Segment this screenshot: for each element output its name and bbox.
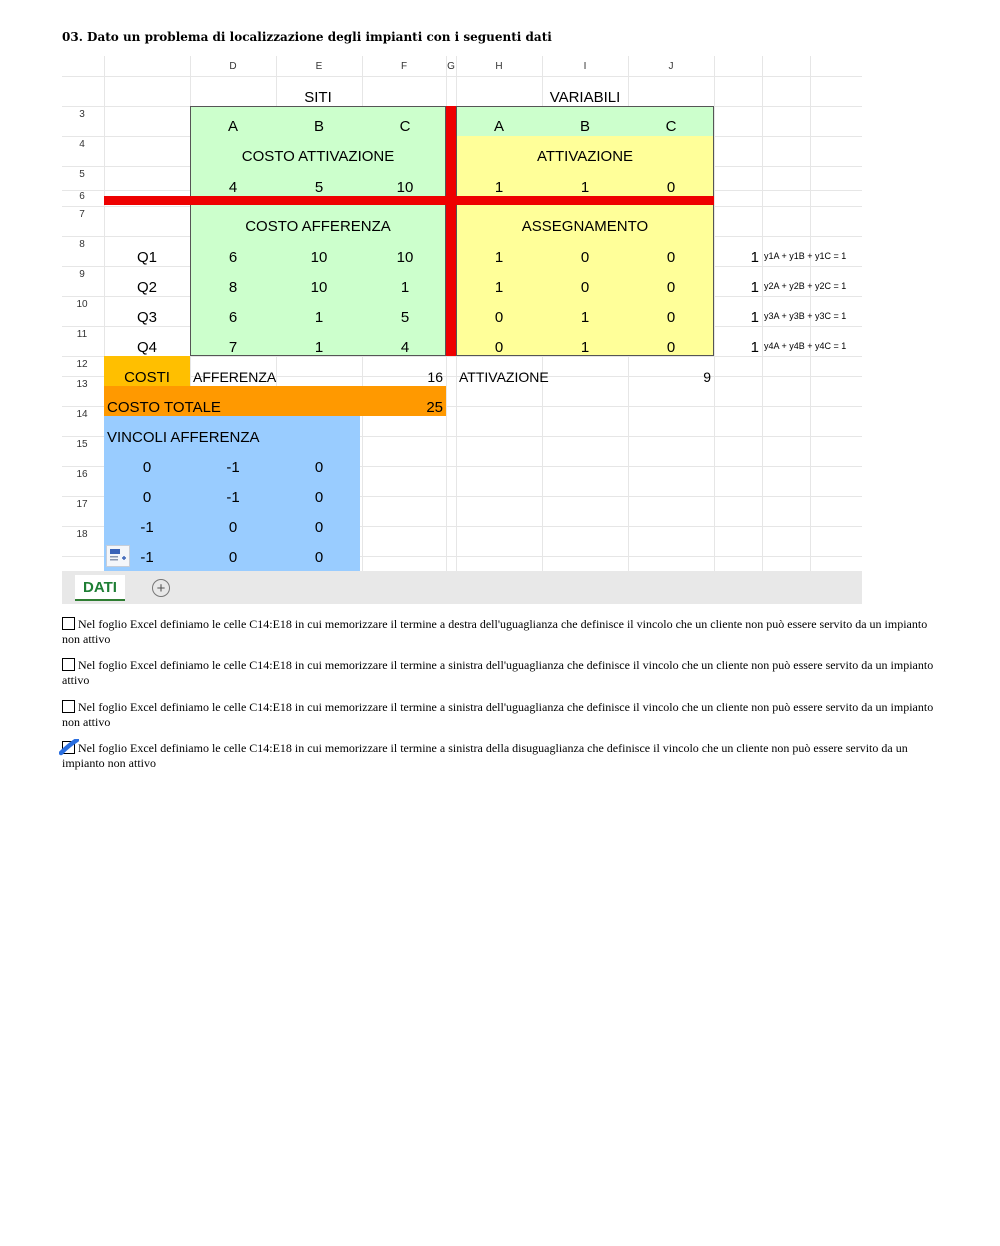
- costi-label: COSTI: [124, 368, 170, 386]
- costo-afferenza-label: COSTO AFFERENZA: [245, 217, 391, 235]
- row-header[interactable]: 9: [79, 269, 85, 280]
- answer-option-text: Nel foglio Excel definiamo le celle C14:E18 in cui memorizzare il termine a sinistra dell'uguaglianza che definisce il vincolo che un cliente non può essere servito da un impianto non attivo: [62, 700, 934, 729]
- vincoli-cell: -1: [226, 458, 240, 476]
- customer-label: Q1: [136, 248, 157, 266]
- siti-title: SITI: [304, 88, 332, 106]
- customer-label: Q2: [136, 278, 157, 296]
- column-header[interactable]: J: [668, 60, 674, 72]
- vincoli-cell: 0: [142, 458, 152, 476]
- row-header[interactable]: 7: [79, 209, 85, 220]
- costo-afferenza-cell: 1: [400, 278, 410, 296]
- constraint-note: y1A + y1B + y1C = 1: [764, 251, 847, 261]
- costo-totale-value: 25: [426, 398, 443, 416]
- costo-afferenza-cell: 7: [228, 338, 238, 356]
- sheet-tab-dati[interactable]: DATI: [75, 575, 125, 601]
- costo-afferenza-cell: 5: [400, 308, 410, 326]
- attivazione-cost-value: 9: [703, 369, 711, 385]
- costo-afferenza-cell: 1: [314, 308, 324, 326]
- variabili-title: VARIABILI: [549, 88, 621, 106]
- row-header[interactable]: 5: [79, 169, 85, 180]
- costo-attivazione-value: 10: [396, 178, 414, 196]
- vincoli-cell: 0: [314, 458, 324, 476]
- assegnamento-cell: 0: [580, 278, 590, 296]
- row-header[interactable]: 17: [76, 499, 88, 510]
- assegnamento-cell: 1: [580, 308, 590, 326]
- assegnamento-cell: 0: [666, 248, 676, 266]
- assegnamento-cell: 1: [494, 248, 504, 266]
- variable-letter-cell: C: [665, 117, 677, 135]
- vincoli-cell: -1: [226, 488, 240, 506]
- row-header[interactable]: 4: [79, 139, 85, 150]
- column-header[interactable]: D: [229, 60, 237, 72]
- row-header[interactable]: 3: [79, 109, 85, 120]
- customer-label: Q4: [136, 338, 157, 356]
- site-letter-cell: B: [313, 117, 324, 135]
- column-header[interactable]: G: [447, 60, 455, 72]
- sheet-tab-bar: [62, 571, 862, 604]
- vincoli-cell: 0: [314, 488, 324, 506]
- assegnamento-cell: 0: [494, 308, 504, 326]
- column-header[interactable]: I: [583, 60, 587, 72]
- vincoli-cell: 0: [228, 518, 238, 536]
- costo-afferenza-cell: 1: [314, 338, 324, 356]
- answer-option[interactable]: [62, 617, 934, 647]
- plus-circle-icon[interactable]: +: [152, 579, 170, 597]
- vincoli-cell: -1: [140, 518, 154, 536]
- row-header[interactable]: 18: [76, 529, 88, 540]
- costo-afferenza-cell: 10: [310, 278, 328, 296]
- red-separator-horizontal: [104, 196, 714, 205]
- assegnamento-cell: 1: [494, 278, 504, 296]
- assegnamento-cell: 0: [666, 308, 676, 326]
- attivazione-label: ATTIVAZIONE: [459, 369, 549, 385]
- row-header[interactable]: 15: [76, 439, 88, 450]
- constraint-note: y3A + y3B + y3C = 1: [764, 311, 847, 321]
- row-header[interactable]: 12: [76, 359, 88, 370]
- vincoli-cell: -1: [140, 548, 154, 566]
- costo-attivazione-value: 5: [314, 178, 324, 196]
- vincoli-cell: 0: [228, 548, 238, 566]
- paste-options-icon[interactable]: [106, 545, 130, 567]
- assegnamento-cell: 1: [580, 338, 590, 356]
- afferenza-value: 16: [427, 369, 443, 385]
- costo-afferenza-cell: 4: [400, 338, 410, 356]
- row-header[interactable]: 13: [76, 379, 88, 390]
- vincoli-cell: 0: [314, 518, 324, 536]
- checkbox-icon[interactable]: [62, 700, 75, 713]
- row-header[interactable]: 16: [76, 469, 88, 480]
- row-header[interactable]: 11: [76, 329, 88, 340]
- customer-label: Q3: [136, 308, 157, 326]
- assegnamento-cell: 0: [666, 278, 676, 296]
- afferenza-label: AFFERENZA: [193, 369, 277, 385]
- row-sum-cell: 1: [750, 338, 759, 356]
- vincoli-cell: 0: [314, 548, 324, 566]
- row-header[interactable]: 6: [79, 191, 85, 202]
- assegnamento-cell: 0: [666, 338, 676, 356]
- constraint-note: y2A + y2B + y2C = 1: [764, 281, 847, 291]
- answer-option-text: Nel foglio Excel definiamo le celle C14:E18 in cui memorizzare il termine a destra dell'uguaglianza che definisce il vincolo che un cliente non può essere servito da un impianto non attivo: [62, 617, 928, 646]
- column-header[interactable]: H: [495, 60, 503, 72]
- site-letter-cell: C: [399, 117, 411, 135]
- row-sum-cell: 1: [750, 308, 759, 326]
- checked-checkbox-icon[interactable]: [62, 741, 75, 754]
- row-sum-cell: 1: [750, 248, 759, 266]
- checkbox-icon[interactable]: [62, 617, 75, 630]
- variable-letter-cell: A: [493, 117, 504, 135]
- attivazione-value: 0: [666, 178, 676, 196]
- row-header[interactable]: 10: [76, 299, 88, 310]
- row-header[interactable]: 8: [79, 239, 85, 250]
- site-letter-cell: A: [227, 117, 238, 135]
- variable-letter-cell: B: [579, 117, 590, 135]
- costo-afferenza-cell: 10: [310, 248, 328, 266]
- answer-option-text: Nel foglio Excel definiamo le celle C14:E18 in cui memorizzare il termine a sinistra dell'uguaglianza che definisce il vincolo che un cliente non può essere servito da un impianto attivo: [62, 658, 934, 687]
- attivazione-header-label: ATTIVAZIONE: [536, 147, 634, 165]
- answer-option[interactable]: [62, 658, 934, 688]
- row-sum-cell: 1: [750, 278, 759, 296]
- spreadsheet-screenshot: [62, 56, 862, 604]
- answer-option-text: Nel foglio Excel definiamo le celle C14:E18 in cui memorizzare il termine a sinistra della disuguaglianza che definisce il vincolo che un cliente non può essere servito da un impianto non attivo: [62, 741, 908, 770]
- column-header[interactable]: F: [400, 60, 408, 72]
- assegnamento-label: ASSEGNAMENTO: [521, 217, 649, 235]
- costo-totale-label: COSTO TOTALE: [107, 398, 221, 416]
- costo-attivazione-label: COSTO ATTIVAZIONE: [241, 147, 395, 165]
- costo-afferenza-cell: 10: [396, 248, 414, 266]
- assegnamento-cell: 0: [580, 248, 590, 266]
- costo-afferenza-cell: 8: [228, 278, 238, 296]
- row-header[interactable]: 14: [76, 409, 88, 420]
- question-title: 03. Dato un problema di localizzazione degli impianti con i seguenti dati: [62, 30, 552, 44]
- attivazione-value: 1: [494, 178, 504, 196]
- answer-option[interactable]: [62, 700, 934, 730]
- checkbox-icon[interactable]: [62, 658, 75, 671]
- column-header[interactable]: E: [315, 60, 323, 72]
- costo-attivazione-value: 4: [228, 178, 238, 196]
- grid-line-vertical: [762, 56, 763, 575]
- vincoli-afferenza-label: VINCOLI AFFERENZA: [107, 428, 260, 446]
- constraint-note: y4A + y4B + y4C = 1: [764, 341, 847, 351]
- attivazione-value: 1: [580, 178, 590, 196]
- vincoli-cell: 0: [142, 488, 152, 506]
- costo-afferenza-cell: 6: [228, 248, 238, 266]
- assegnamento-cell: 0: [494, 338, 504, 356]
- answer-option[interactable]: [62, 741, 934, 771]
- costo-afferenza-cell: 6: [228, 308, 238, 326]
